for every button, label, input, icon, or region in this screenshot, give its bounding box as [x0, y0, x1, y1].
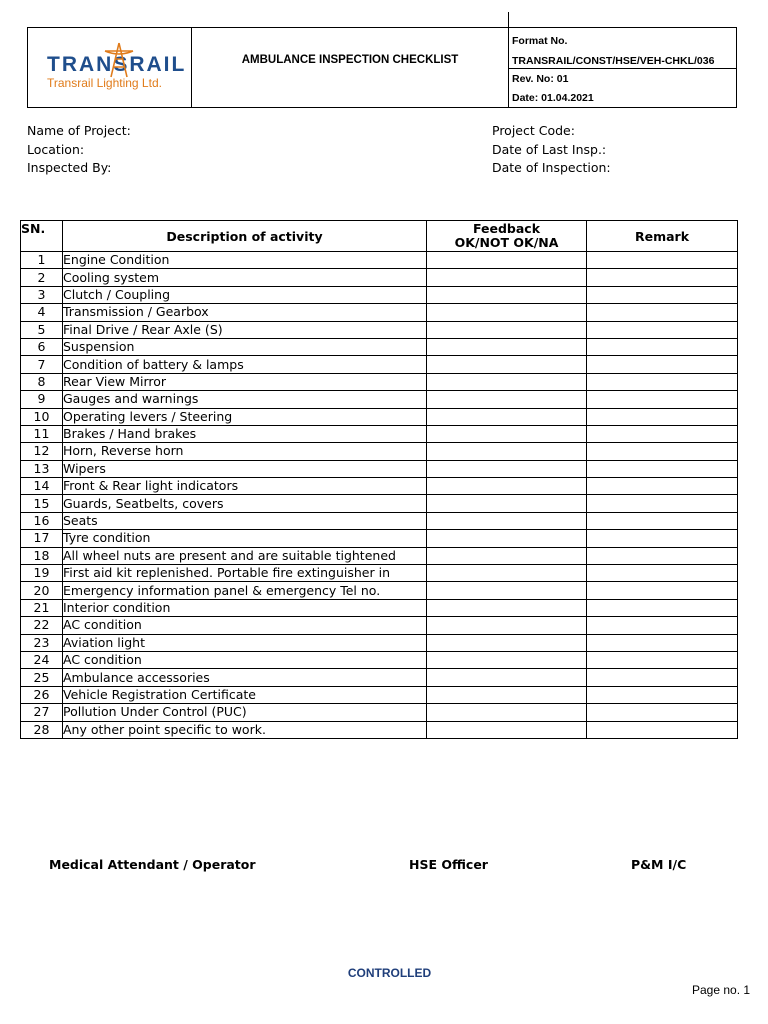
table-row: [21, 373, 738, 390]
row-remark-cell[interactable]: [587, 321, 738, 338]
column-header-sn: SN.: [21, 221, 63, 252]
row-serial-number: 1: [21, 252, 63, 269]
row-feedback-cell[interactable]: [427, 721, 587, 738]
row-remark-cell[interactable]: [587, 634, 738, 651]
row-feedback-cell[interactable]: [427, 373, 587, 390]
project-info-right: [492, 122, 611, 178]
row-remark-cell[interactable]: [587, 582, 738, 599]
row-remark-cell[interactable]: [587, 356, 738, 373]
row-serial-number: 7: [21, 356, 63, 373]
transmission-tower-icon: [99, 41, 139, 79]
row-remark-cell[interactable]: [587, 252, 738, 269]
row-feedback-cell[interactable]: [427, 321, 587, 338]
row-feedback-cell[interactable]: [427, 495, 587, 512]
row-serial-number: 11: [21, 425, 63, 442]
table-row: [21, 669, 738, 686]
table-row: [21, 321, 738, 338]
row-activity-description: First aid kit replenished. Portable fire extinguisher in: [63, 565, 427, 582]
table-row: [21, 547, 738, 564]
inspection-checklist-table: [20, 220, 738, 739]
row-activity-description: Engine Condition: [63, 252, 427, 269]
document-title-cell: [192, 12, 509, 107]
row-serial-number: 13: [21, 460, 63, 477]
row-remark-cell[interactable]: [587, 651, 738, 668]
location-label: Location:: [27, 141, 85, 157]
row-serial-number: 24: [21, 651, 63, 668]
table-row: [21, 269, 738, 286]
table-row: [21, 478, 738, 495]
page-number: Page no. 1: [692, 983, 751, 997]
row-feedback-cell[interactable]: [427, 408, 587, 425]
row-feedback-cell[interactable]: [427, 651, 587, 668]
row-serial-number: 16: [21, 512, 63, 529]
table-body: [21, 252, 738, 739]
last-inspection-date-label: Date of Last Insp.:: [492, 141, 607, 157]
logo-subtitle: Transrail Lighting Ltd.: [47, 76, 162, 90]
row-activity-description: Emergency information panel & emergency Tel no.: [63, 582, 427, 599]
row-remark-cell[interactable]: [587, 443, 738, 460]
table-row: [21, 617, 738, 634]
row-serial-number: 22: [21, 617, 63, 634]
table-row: [21, 425, 738, 442]
row-activity-description: Rear View Mirror: [63, 373, 427, 390]
table-row: [21, 565, 738, 582]
row-feedback-cell[interactable]: [427, 617, 587, 634]
row-activity-description: Clutch / Coupling: [63, 286, 427, 303]
row-remark-cell[interactable]: [587, 304, 738, 321]
row-feedback-cell[interactable]: [427, 338, 587, 355]
row-serial-number: 3: [21, 286, 63, 303]
row-remark-cell[interactable]: [587, 721, 738, 738]
company-logo: [28, 28, 192, 107]
row-feedback-cell[interactable]: [427, 478, 587, 495]
table-row: [21, 338, 738, 355]
row-remark-cell[interactable]: [587, 599, 738, 616]
row-activity-description: Ambulance accessories: [63, 669, 427, 686]
row-activity-description: Final Drive / Rear Axle (S): [63, 321, 427, 338]
format-label: Format No.: [512, 34, 568, 47]
table-row: [21, 460, 738, 477]
table-row: [21, 252, 738, 269]
row-feedback-cell[interactable]: [427, 252, 587, 269]
row-remark-cell[interactable]: [587, 547, 738, 564]
row-serial-number: 19: [21, 565, 63, 582]
table-row: [21, 286, 738, 303]
controlled-stamp: CONTROLLED: [347, 966, 432, 980]
row-feedback-cell[interactable]: [427, 304, 587, 321]
row-serial-number: 6: [21, 338, 63, 355]
row-feedback-cell[interactable]: [427, 530, 587, 547]
table-row: [21, 686, 738, 703]
column-header-feedback: [427, 221, 587, 252]
row-serial-number: 5: [21, 321, 63, 338]
row-serial-number: 27: [21, 704, 63, 721]
signature-hse-officer: HSE Officer: [409, 857, 488, 872]
row-activity-description: AC condition: [63, 651, 427, 668]
row-feedback-cell[interactable]: [427, 460, 587, 477]
row-feedback-cell[interactable]: [427, 686, 587, 703]
row-serial-number: 2: [21, 269, 63, 286]
row-remark-cell[interactable]: [587, 530, 738, 547]
row-activity-description: Vehicle Registration Certificate: [63, 686, 427, 703]
format-number: TRANSRAIL/CONST/HSE/VEH-CHKL/036: [509, 53, 736, 69]
row-serial-number: 14: [21, 478, 63, 495]
table-header-row: [21, 221, 738, 252]
row-serial-number: 10: [21, 408, 63, 425]
row-feedback-cell[interactable]: [427, 582, 587, 599]
row-serial-number: 9: [21, 391, 63, 408]
document-header: [27, 27, 737, 108]
row-feedback-cell[interactable]: [427, 269, 587, 286]
row-remark-cell[interactable]: [587, 617, 738, 634]
format-info: [509, 28, 736, 107]
row-activity-description: All wheel nuts are present and are suitable tightened: [63, 547, 427, 564]
row-activity-description: Horn, Reverse horn: [63, 443, 427, 460]
row-serial-number: 25: [21, 669, 63, 686]
table-row: [21, 530, 738, 547]
row-serial-number: 4: [21, 304, 63, 321]
row-activity-description: Suspension: [63, 338, 427, 355]
row-remark-cell[interactable]: [587, 512, 738, 529]
row-feedback-cell[interactable]: [427, 704, 587, 721]
row-remark-cell[interactable]: [587, 338, 738, 355]
row-remark-cell[interactable]: [587, 478, 738, 495]
table-row: [21, 651, 738, 668]
row-activity-description: Transmission / Gearbox: [63, 304, 427, 321]
row-remark-cell[interactable]: [587, 704, 738, 721]
row-feedback-cell[interactable]: [427, 634, 587, 651]
table-row: [21, 443, 738, 460]
signature-medical-attendant: Medical Attendant / Operator: [49, 857, 256, 872]
row-feedback-cell[interactable]: [427, 286, 587, 303]
row-serial-number: 23: [21, 634, 63, 651]
row-feedback-cell[interactable]: [427, 669, 587, 686]
row-remark-cell[interactable]: [587, 669, 738, 686]
row-feedback-cell[interactable]: [427, 443, 587, 460]
row-activity-description: Gauges and warnings: [63, 391, 427, 408]
table-row: [21, 408, 738, 425]
project-code-label: Project Code:: [492, 123, 575, 138]
column-header-description: Description of activity: [63, 221, 427, 252]
table-row: [21, 304, 738, 321]
row-serial-number: 15: [21, 495, 63, 512]
table-row: [21, 721, 738, 738]
row-serial-number: 12: [21, 443, 63, 460]
row-activity-description: AC condition: [63, 617, 427, 634]
row-remark-cell[interactable]: [587, 565, 738, 582]
signature-pm-ic: P&M I/C: [631, 857, 687, 872]
feedback-header-line2: OK/NOT OK/NA: [454, 235, 559, 250]
row-serial-number: 20: [21, 582, 63, 599]
table-row: [21, 704, 738, 721]
row-feedback-cell[interactable]: [427, 425, 587, 442]
row-serial-number: 17: [21, 530, 63, 547]
row-remark-cell[interactable]: [587, 460, 738, 477]
row-remark-cell[interactable]: [587, 425, 738, 442]
row-activity-description: Brakes / Hand brakes: [63, 425, 427, 442]
row-activity-description: Condition of battery & lamps: [63, 356, 427, 373]
row-activity-description: Guards, Seatbelts, covers: [63, 495, 427, 512]
row-serial-number: 18: [21, 547, 63, 564]
row-feedback-cell[interactable]: [427, 565, 587, 582]
table-row: [21, 599, 738, 616]
row-activity-description: Any other point specific to work.: [63, 721, 427, 738]
row-activity-description: Seats: [63, 512, 427, 529]
row-feedback-cell[interactable]: [427, 599, 587, 616]
table-row: [21, 512, 738, 529]
row-activity-description: Wipers: [63, 460, 427, 477]
row-remark-cell[interactable]: [587, 391, 738, 408]
row-activity-description: Aviation light: [63, 634, 427, 651]
revision-number: Rev. No: 01: [512, 72, 569, 85]
inspection-date-label: Date of Inspection:: [492, 160, 611, 175]
column-header-remark: Remark: [587, 221, 738, 252]
feedback-header-line1: Feedback: [472, 221, 541, 236]
table-row: [21, 634, 738, 651]
row-serial-number: 26: [21, 686, 63, 703]
table-row: [21, 495, 738, 512]
row-serial-number: 8: [21, 373, 63, 390]
row-serial-number: 21: [21, 599, 63, 616]
row-remark-cell[interactable]: [587, 408, 738, 425]
revision-date: Date: 01.04.2021: [512, 91, 594, 104]
table-row: [21, 582, 738, 599]
row-activity-description: Interior condition: [63, 599, 427, 616]
table-row: [21, 391, 738, 408]
row-feedback-cell[interactable]: [427, 512, 587, 529]
row-remark-cell[interactable]: [587, 495, 738, 512]
project-info-left: [27, 122, 131, 178]
row-feedback-cell[interactable]: [427, 391, 587, 408]
document-title: AMBULANCE INSPECTION CHECKLIST: [241, 53, 459, 66]
project-name-label: Name of Project:: [27, 123, 131, 138]
row-remark-cell[interactable]: [587, 286, 738, 303]
row-activity-description: Front & Rear light indicators: [63, 478, 427, 495]
row-activity-description: Operating levers / Steering: [63, 408, 427, 425]
row-activity-description: Pollution Under Control (PUC): [63, 704, 427, 721]
row-feedback-cell[interactable]: [427, 547, 587, 564]
logo-wordmark: TRANSRAIL: [47, 53, 187, 76]
row-activity-description: Cooling system: [63, 269, 427, 286]
row-feedback-cell[interactable]: [427, 356, 587, 373]
table-row: [21, 356, 738, 373]
inspected-by-label: Inspected By:: [27, 160, 112, 175]
row-remark-cell[interactable]: [587, 686, 738, 703]
row-serial-number: 28: [21, 721, 63, 738]
row-activity-description: Tyre condition: [63, 530, 427, 547]
row-remark-cell[interactable]: [587, 269, 738, 286]
row-remark-cell[interactable]: [587, 373, 738, 390]
